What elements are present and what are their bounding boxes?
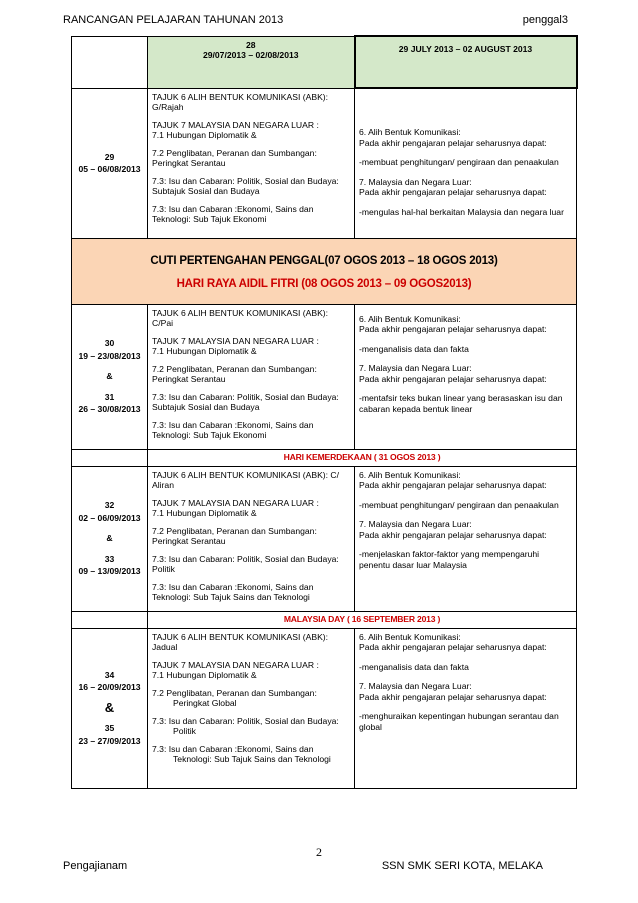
- objective-line: 6. Alih Bentuk Komunikasi:: [359, 469, 461, 480]
- objective-line: 7. Malaysia dan Negara Luar:: [359, 519, 472, 529]
- week-28-cell: [148, 36, 355, 88]
- topic-line: 7.2 Penglibatan, Peranan dan Sumbangan:: [152, 147, 317, 158]
- topic-line: TAJUK 7 MALAYSIA DAN NEGARA LUAR :: [152, 497, 319, 508]
- week-line: 30: [104, 338, 115, 349]
- topic-paragraph: [152, 660, 350, 681]
- topic-line: TAJUK 6 ALIH BENTUK KOMUNIKASI (ABK):: [152, 91, 329, 102]
- week-cell: [72, 466, 148, 611]
- objectives-cell: [355, 304, 577, 449]
- cuti-row: [72, 238, 577, 304]
- week-line: 32: [104, 500, 115, 511]
- week-line: 23 – 27/09/2013: [78, 735, 141, 746]
- objective-line: -membuat penghitungan/ pengiraan dan penaakulan: [359, 499, 559, 510]
- objective-line: 6. Alih Bentuk Komunikasi:: [359, 631, 461, 642]
- topic-line: Peringkat Global: [173, 698, 237, 708]
- topic-line: 7.3: Isu dan Cabaran :Ekonomi, Sains dan: [152, 203, 314, 214]
- merdeka-banner: HARI KEMERDEKAAN ( 31 OGOS 2013 ): [148, 449, 577, 466]
- objective-line: Pada akhir pengajaran pelajar seharusnya dapat:: [359, 480, 547, 490]
- objective-paragraph: [359, 519, 572, 540]
- merdeka-row: [72, 449, 577, 466]
- topic-paragraph: [152, 204, 350, 225]
- topic-line: 7.3: Isu dan Cabaran :Ekonomi, Sains dan: [152, 419, 314, 430]
- topic-line: Peringkat Serantau: [152, 158, 226, 168]
- objective-line: Pada akhir pengajaran pelajar seharusnya dapat:: [359, 691, 547, 702]
- topic-line: TAJUK 7 MALAYSIA DAN NEGARA LUAR :: [152, 659, 319, 670]
- topic-line: 7.3: Isu dan Cabaran: Politik, Sosial dan Budaya:: [152, 391, 339, 402]
- topic-line: 7.1 Hubungan Diplomatik &: [152, 508, 257, 518]
- week-30-31-row: [72, 304, 577, 449]
- topic-paragraph: [152, 420, 350, 441]
- topic-paragraph: [152, 392, 350, 413]
- topic-line: TAJUK 6 ALIH BENTUK KOMUNIKASI (ABK):: [152, 631, 329, 642]
- topic-paragraph: [152, 526, 350, 547]
- objectives-cell: [355, 628, 577, 788]
- topic-line: 7.3: Isu dan Cabaran :Ekonomi, Sains dan: [152, 581, 314, 592]
- topic-paragraph: [152, 554, 350, 575]
- topic-paragraph: [152, 716, 350, 737]
- week-cell: [72, 628, 148, 788]
- objective-paragraph: [359, 711, 572, 732]
- objective-paragraph: [359, 393, 572, 414]
- objective-line: -mentafsir teks bukan linear yang berasaskan isu dan: [359, 393, 563, 403]
- topic-paragraph: [152, 688, 350, 709]
- footer-school: SSN SMK SERI KOTA, MELAKA: [381, 860, 543, 872]
- topic-line: G/Rajah: [152, 102, 184, 112]
- week-28-number: 28: [245, 39, 256, 50]
- objectives-cell: [355, 88, 577, 238]
- objective-paragraph: [359, 470, 572, 491]
- topic-line: C/Pai: [152, 318, 174, 328]
- objective-line: -mengulas hal-hal berkaitan Malaysia dan negara luar: [359, 206, 564, 217]
- topic-line: Politik: [152, 564, 175, 574]
- week-cell: [72, 88, 148, 238]
- topic-paragraph: [152, 498, 350, 519]
- week-28-title: 29 JULY 2013 – 02 AUGUST 2013: [355, 36, 577, 88]
- week-line: 31: [104, 391, 115, 402]
- week-cell: [72, 304, 148, 449]
- topic-paragraph: [152, 308, 350, 329]
- week-line: 09 – 13/09/2013: [78, 566, 141, 577]
- topics-cell: [148, 88, 355, 238]
- objective-line: 6. Alih Bentuk Komunikasi:: [359, 313, 461, 324]
- topic-line: 7.2 Penglibatan, Peranan dan Sumbangan:: [152, 363, 317, 374]
- week-line: 02 – 06/09/2013: [78, 512, 141, 523]
- topic-line: 7.3: Isu dan Cabaran: Politik, Sosial dan Budaya:: [152, 553, 339, 564]
- objective-paragraph: [359, 127, 572, 148]
- lesson-plan-table: [71, 35, 578, 789]
- topic-line: Teknologi: Sub Tajuk Sains dan Teknologi: [152, 592, 310, 602]
- footer-left: Pengajianam: [63, 860, 128, 872]
- header-title: RANCANGAN PELAJARAN TAHUNAN 2013: [63, 14, 284, 26]
- hari-raya-title: HARI RAYA AIDIL FITRI (08 OGOS 2013 – 09 OGOS2013): [176, 277, 472, 290]
- topic-paragraph: [152, 632, 350, 653]
- topic-paragraph: [152, 582, 350, 603]
- week-line: &: [104, 699, 115, 715]
- objective-line: Pada akhir pengajaran pelajar seharusnya dapat:: [359, 529, 547, 540]
- topic-line: TAJUK 6 ALIH BENTUK KOMUNIKASI (ABK):: [152, 307, 329, 318]
- malaysia-day-banner: MALAYSIA DAY ( 16 SEPTEMBER 2013 ): [148, 611, 577, 628]
- week-29-row: [72, 88, 577, 238]
- topic-line: Peringkat Serantau: [152, 374, 226, 384]
- objective-paragraph: [359, 632, 572, 653]
- objective-paragraph: [359, 344, 572, 355]
- objective-line: Pada akhir pengajaran pelajar seharusnya dapat:: [359, 137, 547, 148]
- topic-paragraph: [152, 336, 350, 357]
- objective-paragraph: [359, 549, 572, 570]
- topic-line: TAJUK 6 ALIH BENTUK KOMUNIKASI (ABK): C/: [152, 469, 340, 480]
- topic-line: Teknologi: Sub Tajuk Sains dan Teknologi: [173, 754, 331, 764]
- topic-line: 7.3: Isu dan Cabaran: Politik, Sosial dan Budaya:: [152, 715, 339, 726]
- header-term: penggal3: [522, 14, 568, 26]
- week-line: 05 – 06/08/2013: [78, 164, 141, 174]
- topic-line: Teknologi: Sub Tajuk Ekonomi: [152, 430, 267, 440]
- week-line: 34: [104, 669, 115, 680]
- topic-line: 7.3: Isu dan Cabaran: Politik, Sosial dan Budaya:: [152, 175, 339, 186]
- objectives-cell: [355, 466, 577, 611]
- topic-paragraph: [152, 364, 350, 385]
- topic-line: Politik: [173, 726, 196, 736]
- topic-line: 7.2 Penglibatan, Peranan dan Sumbangan:: [152, 525, 317, 536]
- topics-cell: [148, 466, 355, 611]
- topic-line: 7.2 Penglibatan, Peranan dan Sumbangan:: [152, 687, 317, 698]
- week-line: 33: [104, 553, 115, 564]
- week-line: 29: [104, 151, 115, 162]
- objective-paragraph: [359, 314, 572, 335]
- week-line: 26 – 30/08/2013: [78, 404, 141, 415]
- objective-line: 7. Malaysia dan Negara Luar:: [359, 176, 472, 187]
- topic-line: TAJUK 7 MALAYSIA DAN NEGARA LUAR :: [152, 335, 319, 346]
- mid-term-break-banner: [72, 238, 577, 304]
- objective-line: penentu dasar luar Malaysia: [359, 559, 467, 570]
- malaysia-day-row: [72, 611, 577, 628]
- objective-line: Pada akhir pengajaran pelajar seharusnya dapat:: [359, 642, 547, 652]
- week-line: &: [106, 371, 113, 382]
- objective-line: 6. Alih Bentuk Komunikasi:: [359, 127, 461, 137]
- topic-line: Teknologi: Sub Tajuk Ekonomi: [152, 214, 267, 224]
- topic-paragraph: [152, 470, 350, 491]
- page-number: 2: [316, 845, 322, 859]
- objective-line: Pada akhir pengajaran pelajar seharusnya dapat:: [359, 373, 547, 384]
- objective-paragraph: [359, 207, 572, 218]
- week-34-35-row: [72, 628, 577, 788]
- week-line: &: [106, 533, 113, 544]
- objective-paragraph: [359, 157, 572, 168]
- topic-line: Jadual: [152, 642, 178, 652]
- objective-line: -menganalisis data dan fakta: [359, 343, 469, 354]
- topic-paragraph: [152, 176, 350, 197]
- objective-paragraph: [359, 177, 572, 198]
- topics-cell: [148, 628, 355, 788]
- objective-line: Pada akhir pengajaran pelajar seharusnya dapat:: [359, 324, 547, 334]
- topic-line: Aliran: [152, 480, 174, 490]
- objective-line: -menjelaskan faktor-faktor yang mempengaruhi: [359, 549, 540, 559]
- week-line: 16 – 20/09/2013: [78, 682, 141, 693]
- objective-paragraph: [359, 662, 572, 673]
- objective-paragraph: [359, 500, 572, 511]
- week-32-33-row: [72, 466, 577, 611]
- week-line: 35: [104, 723, 115, 734]
- topic-line: Peringkat Serantau: [152, 536, 226, 546]
- objective-line: 7. Malaysia dan Negara Luar:: [359, 681, 472, 691]
- objective-line: global: [359, 721, 382, 732]
- objective-line: 7. Malaysia dan Negara Luar:: [359, 363, 472, 373]
- objective-line: -menganalisis data dan fakta: [359, 661, 469, 672]
- topic-line: 7.3: Isu dan Cabaran :Ekonomi, Sains dan: [152, 743, 314, 754]
- topic-paragraph: [152, 92, 350, 113]
- topic-line: 7.1 Hubungan Diplomatik &: [152, 130, 257, 140]
- week-line: 19 – 23/08/2013: [78, 350, 141, 361]
- objective-line: cabaran kepada bentuk linear: [359, 403, 473, 414]
- mid-term-break-title: CUTI PERTENGAHAN PENGGAL(07 OGOS 2013 – 18 OGOS 2013): [150, 255, 498, 267]
- topic-line: TAJUK 7 MALAYSIA DAN NEGARA LUAR :: [152, 119, 319, 130]
- topic-paragraph: [152, 120, 350, 141]
- topic-line: 7.1 Hubungan Diplomatik &: [152, 346, 257, 356]
- objective-paragraph: [359, 363, 572, 384]
- topic-line: Subtajuk Sosial dan Budaya: [152, 402, 260, 412]
- topic-line: 7.1 Hubungan Diplomatik &: [152, 670, 257, 680]
- topic-paragraph: [152, 744, 350, 765]
- objective-line: -menghuraikan kepentingan hubungan serantau dan: [359, 711, 559, 721]
- objective-line: Pada akhir pengajaran pelajar seharusnya dapat:: [359, 187, 547, 197]
- week-28-dates: 29/07/2013 – 02/08/2013: [202, 50, 299, 60]
- topics-cell: [148, 304, 355, 449]
- objective-line: -membuat penghitungan/ pengiraan dan penaakulan: [359, 157, 559, 167]
- topic-paragraph: [152, 148, 350, 169]
- objective-paragraph: [359, 681, 572, 702]
- week-28-row: [72, 36, 577, 88]
- topic-line: Subtajuk Sosial dan Budaya: [152, 186, 260, 196]
